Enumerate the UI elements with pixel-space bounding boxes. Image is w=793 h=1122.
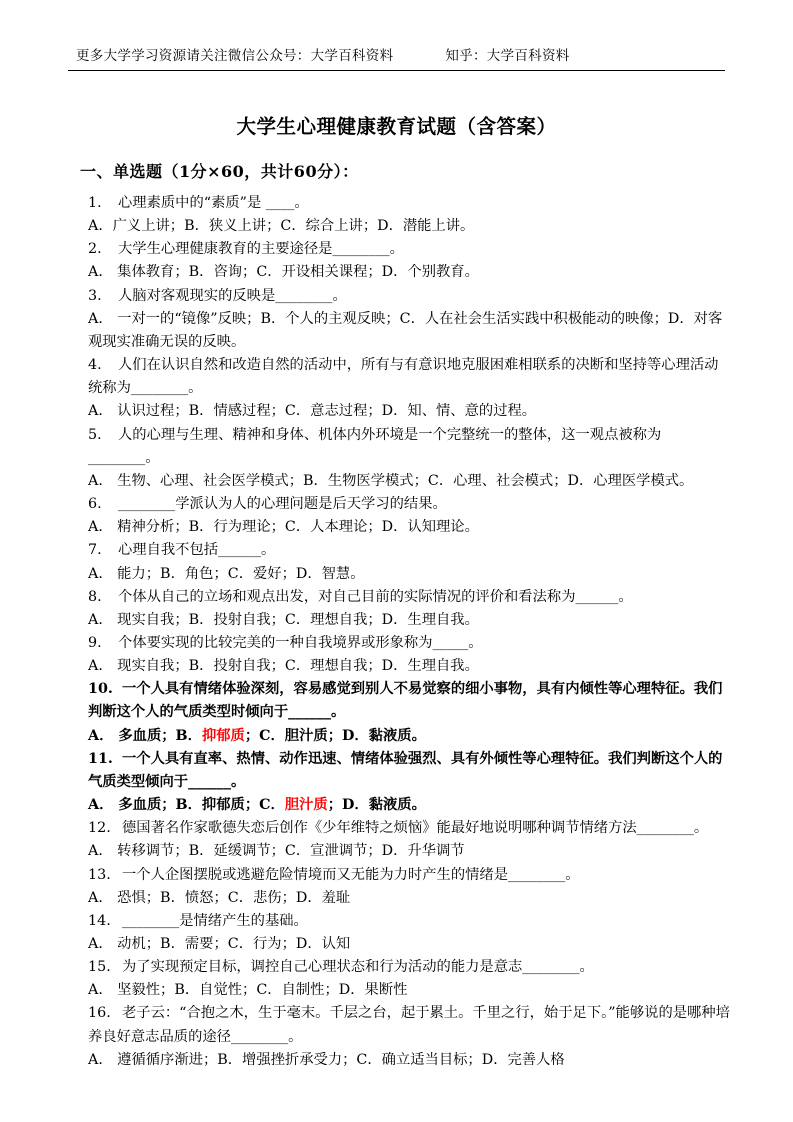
- question-text: 个体从自己的立场和观点出发，对自己目前的实际情况的评价和看法称为______。: [118, 588, 633, 605]
- question-options: A． 遵循循序渐进；B．增强挫折承受力；C．确立适当目标；D．完善人格: [88, 1051, 565, 1068]
- option-suffix: ；C．胆汁质；D．黏液质。: [244, 727, 426, 744]
- question-text: 人脑对客观现实的反映是________。: [118, 287, 347, 304]
- question-number: 2.: [88, 241, 102, 258]
- question-stem: [62, 238, 731, 261]
- question-number: 8.: [88, 588, 102, 605]
- question-options: A． 恐惧；B．愤怒；C．悲伤；D．羞耻: [88, 889, 351, 906]
- answer-highlight: 胆汁质: [284, 797, 328, 814]
- question-text: 个体要实现的比较完美的一种自我境界或形象称为_____。: [118, 634, 483, 651]
- question-number: 9.: [88, 634, 102, 651]
- question-text: 人们在认识自然和改造自然的活动中，所有与有意识地克服困难相联系的决断和坚持等心理活动统称为________。: [88, 357, 719, 397]
- question-options: A． 坚毅性；B．自觉性；C．自制性；D．果断性: [88, 982, 408, 999]
- header-promo-zhihu: 知乎：大学百科资料: [445, 48, 570, 64]
- question-text: 一个人具有直率、热情、动作迅速、情绪体验强烈、具有外倾性等心理特征。我们判断这个人的气质类型倾向于______。: [88, 750, 723, 790]
- question-text: 为了实现预定目标，调控自己心理状态和行为活动的能力是意志________。: [122, 959, 594, 976]
- question-number: 4.: [88, 357, 102, 374]
- question-text: 大学生心理健康教育的主要途径是________。: [118, 241, 404, 258]
- question-options: A． 认识过程；B．情感过程；C．意志过程；D．知、情、意的过程。: [88, 403, 537, 420]
- question-options: A． 动机；B．需要；C．行为；D．认知: [88, 936, 351, 952]
- question-stem-10: [62, 678, 731, 724]
- question-text: 人的心理与生理、精神和身体、机体内外环境是一个完整统一的整体，这一观点被称为________。: [88, 426, 662, 466]
- question-number: 6.: [88, 496, 102, 513]
- question-stem: [62, 864, 731, 887]
- question-number: 12.: [88, 820, 111, 837]
- question-stem: [62, 354, 731, 400]
- question-options: A． 生物、心理、社会医学模式；B．生物医学模式；C．心理、社会模式；D．心理医学模式。: [88, 472, 694, 489]
- question-number: 15.: [88, 959, 111, 976]
- question-text: 德国著名作家歌德失恋后创作《少年维特之烦恼》能最好地说明哪种调节情绪方法________。: [122, 820, 709, 837]
- question-stem: [62, 285, 731, 308]
- question-number: 10.: [88, 681, 113, 698]
- option-suffix: ；D．黏液质。: [327, 797, 426, 814]
- question-number: 3.: [88, 287, 102, 304]
- question-options: A． 现实自我；B．投射自我；C．理想自我；D．生理自我。: [88, 611, 479, 628]
- question-options: A． 能力；B．角色；C．爱好；D．智慧。: [88, 565, 365, 582]
- question-number: 11.: [88, 750, 113, 767]
- page-title: 大学生心理健康教育试题（含答案）: [236, 115, 557, 138]
- option-prefix: A． 多血质；B．: [88, 727, 202, 744]
- question-options: A．广义上讲；B．狭义上讲；C．综合上讲；D．潜能上讲。: [88, 218, 475, 235]
- question-text: 心理自我不包括______。: [118, 542, 276, 559]
- question-options: A． 一对一的“镜像”反映；B．个人的主观反映；C．人在社会生活实践中积极能动的映像；D．对客观现实准确无误的反映。: [88, 310, 723, 350]
- question-number: 7.: [88, 542, 102, 559]
- section-title-single-choice: 一、单选题（1分×60，共计60分）：: [80, 162, 359, 181]
- question-options: A． 现实自我；B．投射自我；C．理想自我；D．生理自我。: [88, 658, 479, 675]
- question-stem: [62, 493, 731, 516]
- question-text: 一个人具有情绪体验深刻，容易感觉到别人不易觉察的细小事物，具有内倾性等心理特征。我们判断这个人的气质类型时倾向于______。: [88, 681, 723, 721]
- question-list: [62, 192, 731, 1072]
- question-options: A． 集体教育；B．咨询；C．开设相关课程；D．个别教育。: [88, 264, 479, 281]
- question-stem: [62, 1002, 731, 1048]
- question-options: A． 转移调节；B．延缓调节；C．宣泄调节；D．升华调节: [88, 843, 465, 860]
- question-text: 一个人企图摆脱或逃避危险情境而又无能为力时产生的情绪是________。: [122, 866, 580, 883]
- question-number: 1.: [88, 195, 102, 211]
- question-stem: [62, 424, 731, 470]
- question-stem: [62, 632, 731, 655]
- question-stem: [62, 539, 731, 562]
- question-stem: [62, 586, 731, 609]
- question-stem: [62, 192, 731, 215]
- question-stem: [62, 910, 731, 933]
- question-stem-11: [62, 748, 731, 794]
- question-stem: [62, 956, 731, 979]
- option-prefix: A． 多血质；B．抑郁质；C．: [88, 797, 285, 814]
- question-number: 5.: [88, 426, 102, 443]
- header-divider: [68, 70, 725, 71]
- question-stem: [62, 817, 731, 840]
- question-text: 心理素质中的“素质”是 ____。: [118, 195, 309, 211]
- header-promo-wechat: 更多大学学习资源请关注微信公众号：大学百科资料: [76, 48, 394, 64]
- question-number: 13.: [88, 866, 111, 883]
- answer-highlight: 抑郁质: [201, 727, 245, 744]
- question-options-10: [62, 725, 731, 748]
- question-number: 14.: [88, 912, 111, 929]
- question-options-11: [62, 794, 731, 817]
- question-text: ________学派认为人的心理问题是后天学习的结果。: [118, 496, 447, 513]
- question-text: ________是情绪产生的基础。: [122, 912, 308, 929]
- question-number: 16.: [88, 1005, 111, 1022]
- question-options: A． 精神分析；B．行为理论；C．人本理论；D．认知理论。: [88, 519, 479, 536]
- question-text: 老子云：“合抱之木，生于毫末。千层之台，起于累土。千里之行，始于足下。”能够说的是哪种培养良好意志品质的途径________。: [88, 1005, 730, 1045]
- page-header: [62, 44, 731, 64]
